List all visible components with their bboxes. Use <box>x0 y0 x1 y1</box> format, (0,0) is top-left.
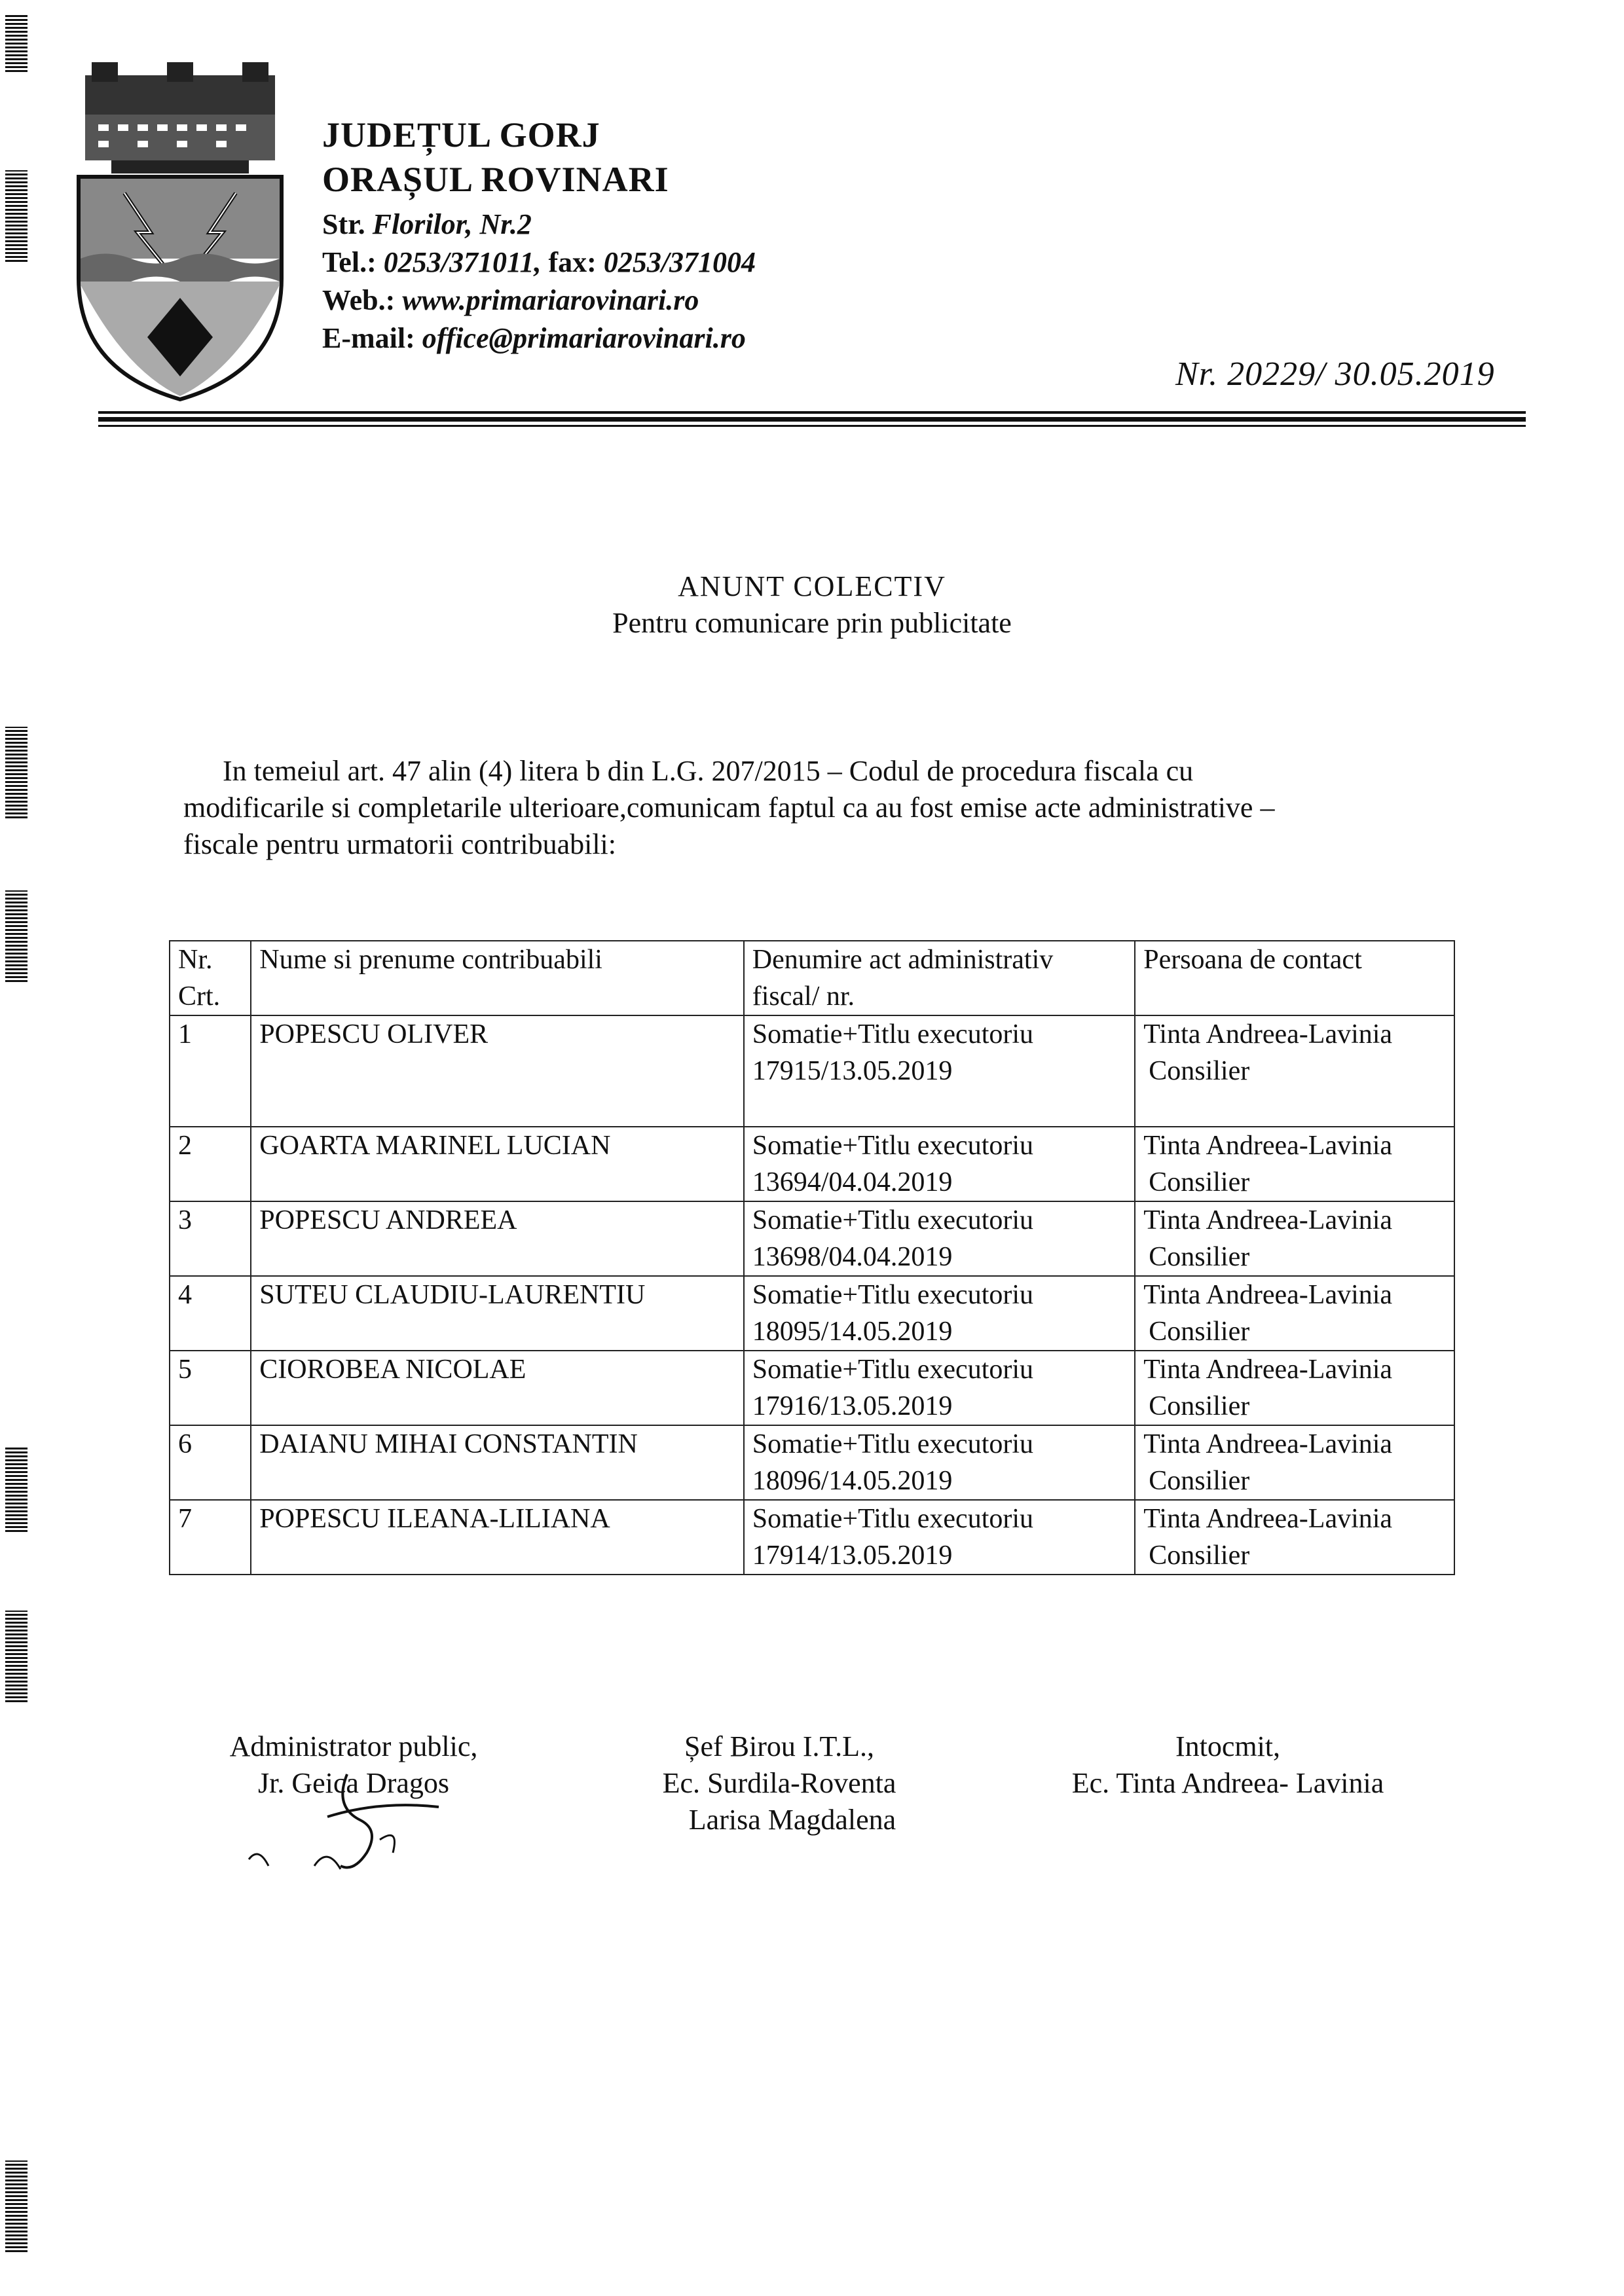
web-value: www.primariarovinari.ro <box>402 284 699 316</box>
contact-name: Tinta Andreea-Lavinia <box>1143 1131 1393 1161</box>
table-row <box>170 1127 1454 1201</box>
cell-contact <box>1135 1425 1454 1500</box>
announcement-subtitle: Pentru comunicare prin publicitate <box>612 607 1012 639</box>
body-line: fiscale pentru urmatorii contribuabili: <box>183 828 617 860</box>
cell-name: DAIANU MIHAI CONSTANTIN <box>251 1425 744 1500</box>
cell-contact <box>1135 1351 1454 1425</box>
body-paragraph <box>183 753 1428 863</box>
email-value: office@primariarovinari.ro <box>422 322 746 354</box>
contact-name: Tinta Andreea-Lavinia <box>1143 1280 1393 1310</box>
header-nr <box>170 941 251 1015</box>
act-number: 18096/14.05.2019 <box>752 1466 953 1496</box>
scan-mark <box>5 1447 28 1532</box>
scan-mark <box>5 13 28 72</box>
cell-act <box>744 1351 1135 1425</box>
contact-role: Consilier <box>1149 1167 1250 1197</box>
act-number: 18095/14.05.2019 <box>752 1317 953 1347</box>
act-type: Somatie+Titlu executoriu <box>752 1280 1034 1310</box>
table-row <box>170 1425 1454 1500</box>
cell-contact <box>1135 1015 1454 1127</box>
signature-chief <box>609 1728 950 1838</box>
header-act <box>744 941 1135 1015</box>
street-label: Str. <box>322 208 365 240</box>
cell-name: POPESCU ILEANA-LILIANA <box>251 1500 744 1575</box>
signature-chief-name: Larisa Magdalena <box>688 1804 896 1836</box>
web-line <box>322 282 756 319</box>
signature-admin-name: Jr. Gеica Dragos <box>257 1767 449 1799</box>
contact-role: Consilier <box>1149 1317 1250 1347</box>
table-row <box>170 1500 1454 1575</box>
signature-chief-name: Ec. Surdila-Roventa <box>662 1767 896 1799</box>
coat-of-arms-logo <box>72 62 288 403</box>
cell-contact <box>1135 1276 1454 1351</box>
contributors-table <box>169 940 1455 1575</box>
scan-mark <box>5 890 28 982</box>
cell-name: POPESCU ANDREEA <box>251 1201 744 1276</box>
contact-name: Tinta Andreea-Lavinia <box>1143 1019 1393 1049</box>
contact-role: Consilier <box>1149 1242 1250 1272</box>
signature-chief-title: Șef Birou I.T.L., <box>684 1730 875 1762</box>
cell-act <box>744 1015 1135 1127</box>
signature-admin-title: Administrator public, <box>229 1730 478 1762</box>
header-rule-top <box>98 411 1526 414</box>
table-row <box>170 1015 1454 1127</box>
contact-role: Consilier <box>1149 1466 1250 1496</box>
contact-name: Tinta Andreea-Lavinia <box>1143 1504 1393 1534</box>
act-number: 13694/04.04.2019 <box>752 1167 953 1197</box>
cell-act <box>744 1201 1135 1276</box>
cell-name: POPESCU OLIVER <box>251 1015 744 1127</box>
cell-contact <box>1135 1201 1454 1276</box>
act-type: Somatie+Titlu executoriu <box>752 1205 1034 1235</box>
contact-name: Tinta Andreea-Lavinia <box>1143 1355 1393 1385</box>
header-contact: Persoana de contact <box>1135 941 1454 1015</box>
header-name: Nume si prenume contribuabili <box>251 941 744 1015</box>
cell-name: SUTEU CLAUDIU-LAURENTIU <box>251 1276 744 1351</box>
email-line <box>322 319 756 357</box>
contact-role: Consilier <box>1149 1540 1250 1571</box>
cell-nr: 2 <box>170 1127 251 1201</box>
act-number: 17916/13.05.2019 <box>752 1391 953 1421</box>
act-type: Somatie+Titlu executoriu <box>752 1355 1034 1385</box>
town-name: ORAȘUL ROVINARI <box>322 160 669 199</box>
header-act-line: fiscal/ nr. <box>752 981 855 1011</box>
table-row <box>170 1201 1454 1276</box>
cell-nr: 6 <box>170 1425 251 1500</box>
cell-nr: 1 <box>170 1015 251 1127</box>
table-header-row <box>170 941 1454 1015</box>
cell-act <box>744 1425 1135 1500</box>
announcement-title: ANUNT COLECTIV <box>678 570 946 602</box>
header-nr-line: Nr. <box>178 945 213 975</box>
header-act-line: Denumire act administrativ <box>752 945 1054 975</box>
cell-act <box>744 1127 1135 1201</box>
scan-mark <box>5 170 28 262</box>
body-line: modificarile si completarile ulterioare,comunicam faptul ca au fost emise acte administrative – <box>183 792 1275 824</box>
act-number: 17915/13.05.2019 <box>752 1056 953 1086</box>
contact-name: Tinta Andreea-Lavinia <box>1143 1429 1393 1459</box>
act-number: 13698/04.04.2019 <box>752 1242 953 1272</box>
cell-act <box>744 1500 1135 1575</box>
county-name: JUDEȚUL GORJ <box>322 115 600 155</box>
contact-role: Consilier <box>1149 1056 1250 1086</box>
table-row <box>170 1276 1454 1351</box>
act-type: Somatie+Titlu executoriu <box>752 1429 1034 1459</box>
signature-prepared-title: Intocmit, <box>1175 1730 1281 1762</box>
fax-label: fax: <box>548 246 597 278</box>
cell-contact <box>1135 1500 1454 1575</box>
cell-act <box>744 1276 1135 1351</box>
handwritten-signature <box>229 1768 465 1879</box>
scan-mark <box>5 727 28 818</box>
document-number: Nr. 20229/ 30.05.2019 <box>1175 355 1495 393</box>
header-nr-line: Crt. <box>178 981 221 1011</box>
tel-label: Tel.: <box>322 246 377 278</box>
body-line: In temeiul art. 47 alin (4) litera b din L.G. 207/2015 – Codul de procedura fiscala cu <box>223 755 1194 787</box>
fax-value: 0253/371004 <box>603 246 756 278</box>
scan-mark <box>5 1611 28 1702</box>
letterhead <box>322 113 756 357</box>
contact-role: Consilier <box>1149 1391 1250 1421</box>
table-row <box>170 1351 1454 1425</box>
street-value: Florilor, Nr.2 <box>372 208 532 240</box>
cell-nr: 5 <box>170 1351 251 1425</box>
contact-name: Tinta Andreea-Lavinia <box>1143 1205 1393 1235</box>
email-label: E-mail: <box>322 322 415 354</box>
signature-prepared <box>1022 1728 1434 1802</box>
cell-nr: 4 <box>170 1276 251 1351</box>
address-line <box>322 206 756 244</box>
cell-nr: 3 <box>170 1201 251 1276</box>
header-rule-mid <box>98 417 1526 422</box>
act-type: Somatie+Titlu executoriu <box>752 1131 1034 1161</box>
act-type: Somatie+Titlu executoriu <box>752 1504 1034 1534</box>
cell-contact <box>1135 1127 1454 1201</box>
signature-prepared-name: Ec. Tinta Andreea- Lavinia <box>1071 1767 1384 1799</box>
act-number: 17914/13.05.2019 <box>752 1540 953 1571</box>
phone-line <box>322 244 756 282</box>
cell-name: GOARTA MARINEL LUCIAN <box>251 1127 744 1201</box>
tel-value: 0253/371011, <box>383 246 542 278</box>
cell-nr: 7 <box>170 1500 251 1575</box>
web-label: Web.: <box>322 284 396 316</box>
scan-mark <box>5 2160 28 2252</box>
cell-name: CIOROBEA NICOLAE <box>251 1351 744 1425</box>
act-type: Somatie+Titlu executoriu <box>752 1019 1034 1049</box>
header-rule-bottom <box>98 425 1526 427</box>
